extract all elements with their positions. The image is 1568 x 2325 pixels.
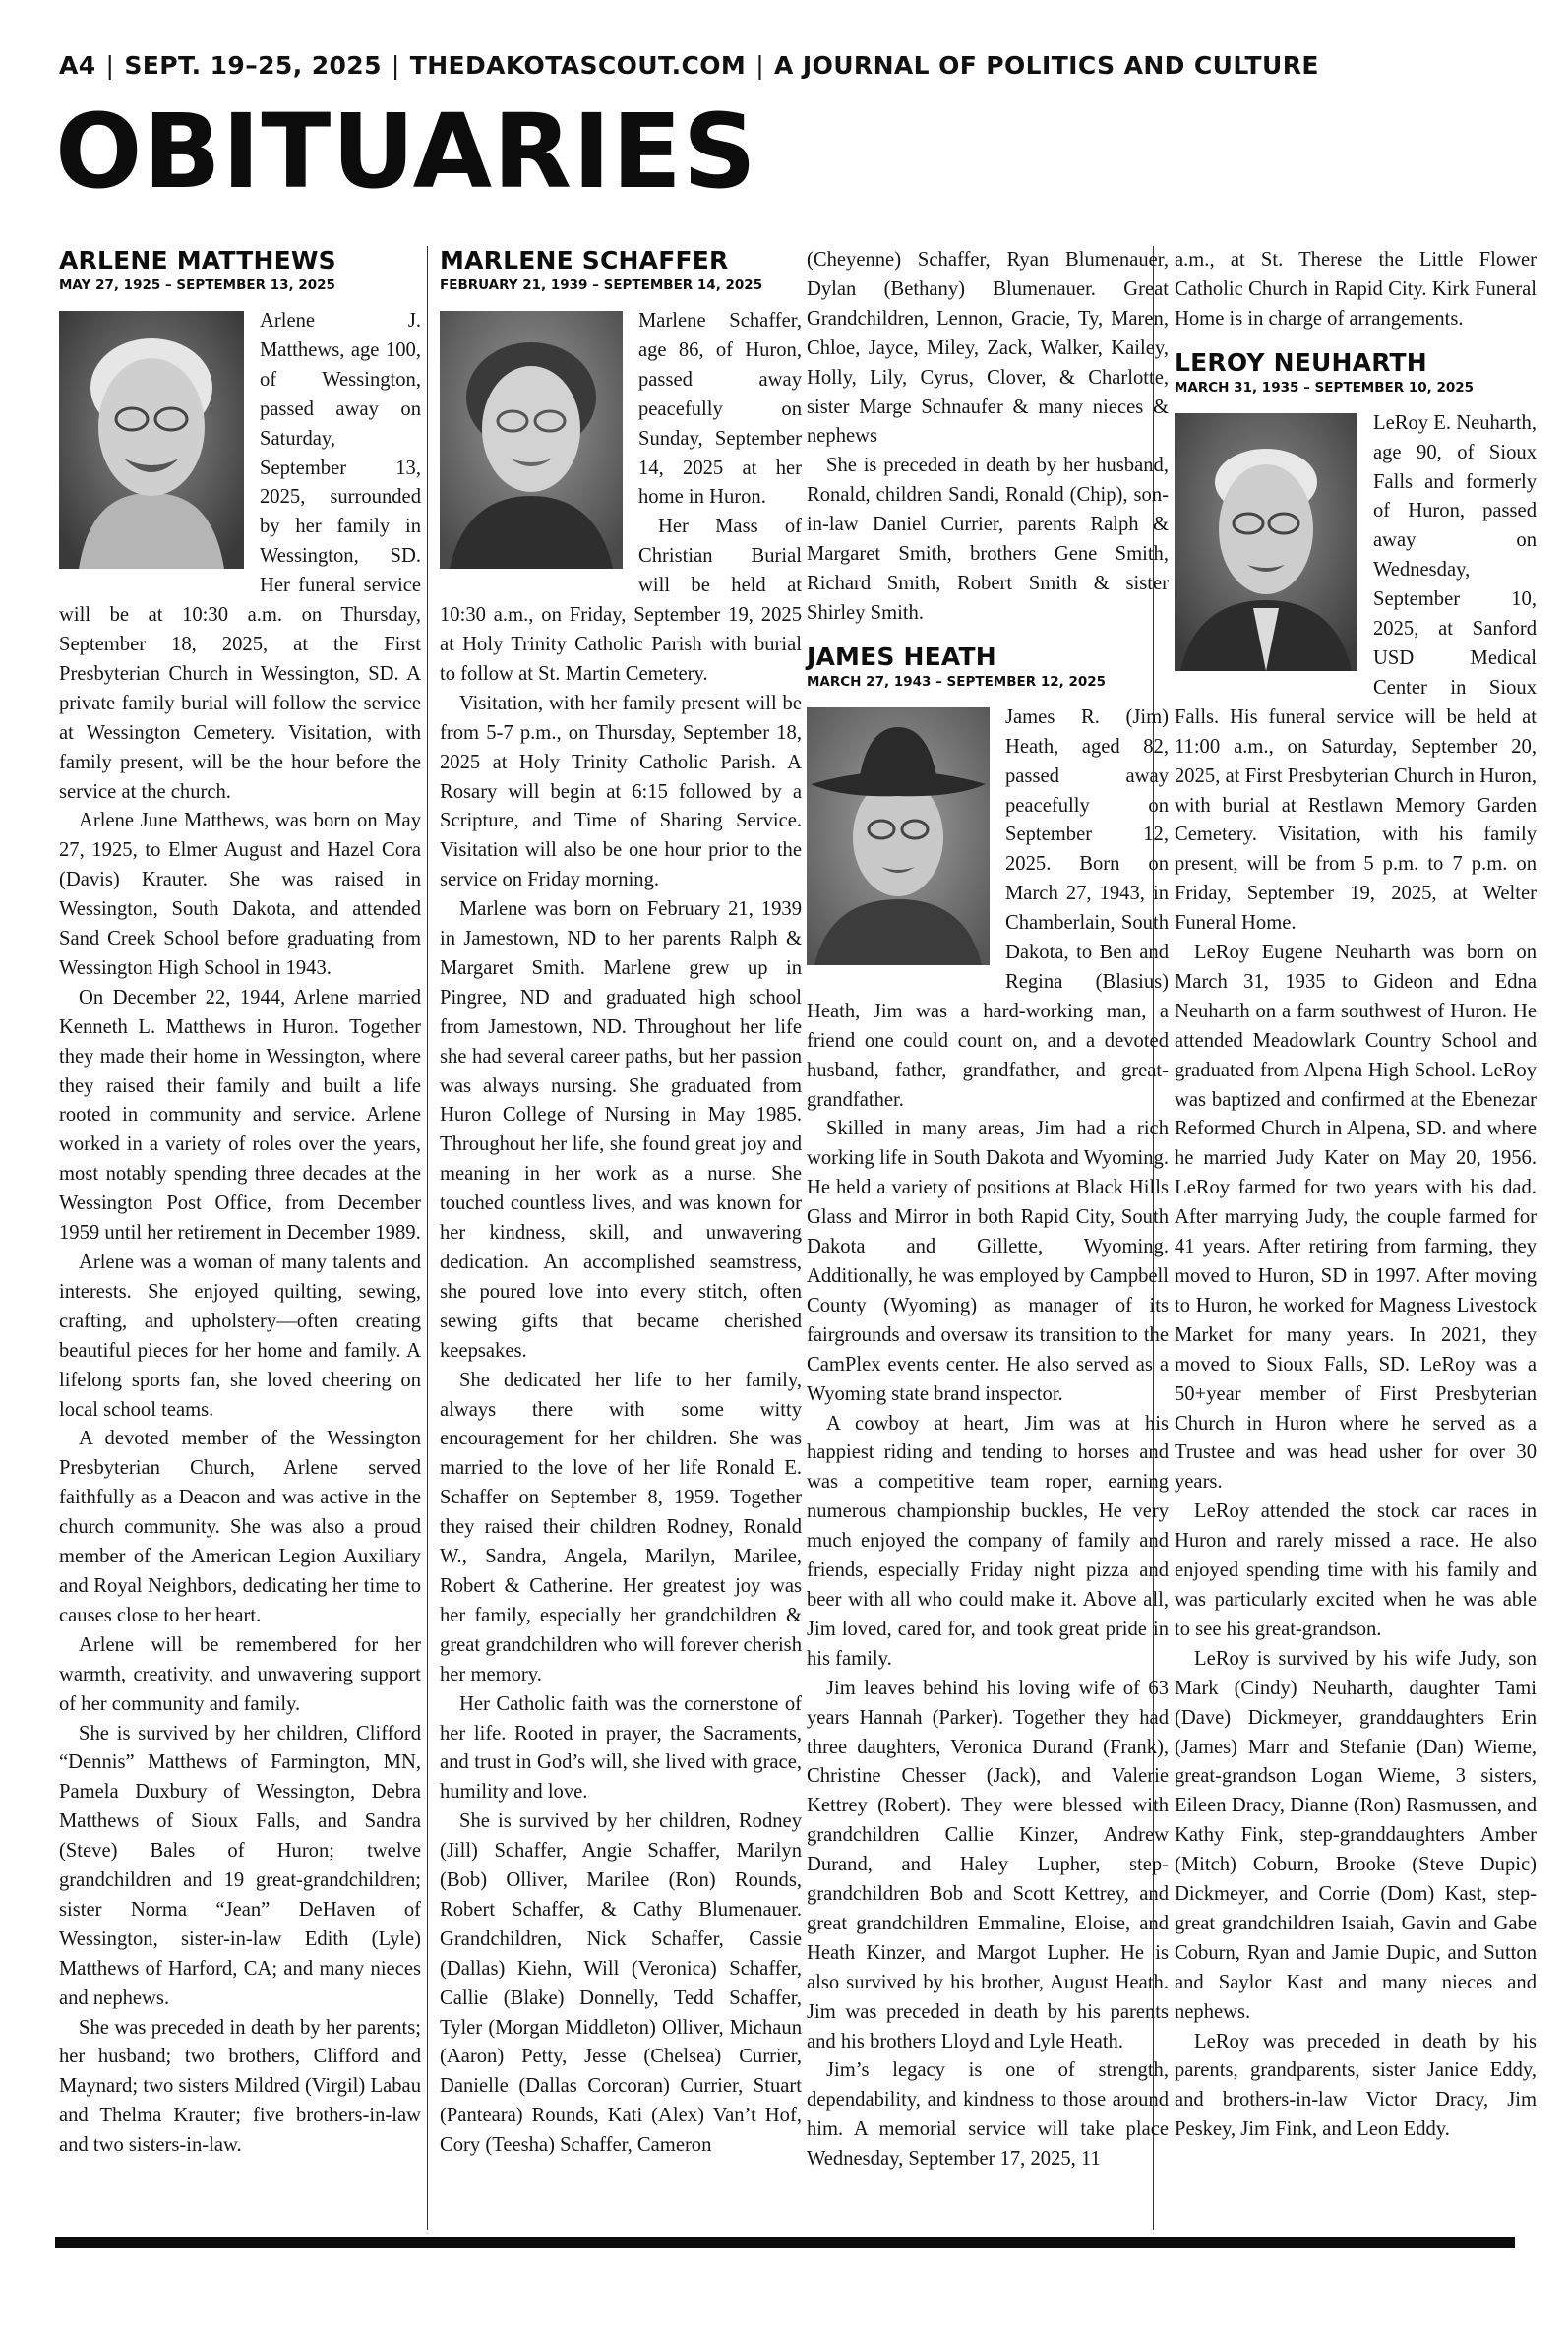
obituary-name: ARLENE MATTHEWS [59,246,336,275]
obituary-paragraph: LeRoy attended the stock car races in Huron and rarely missed a race. He also enjoyed spending time with his family and was particularly excited when he was able to see his great-grandson. [1175,1500,1537,1640]
obituary-paragraph: She is survived by her children, Clifford “Dennis” Matthews of Farmington, MN, Pamela Duxbury of Wessington, Debra Matthews of Sioux Falls, and Sandra (Steve) Bales of Huron; twelve grandchildren and 19 great-grandchildren; sister Norma “Jean” DeHaven of Wessington, sister-in-law Edith (Lyle) Matthews of Harford, CA; and many nieces and nephews. [59,1722,421,2009]
issue-date: SEPT. 19–25, 2025 [124,51,382,80]
obituary-paragraph: Skilled in many areas, Jim had a rich working life in South Dakota and Wyoming. He held a variety of positions at Black Hills Glass and Mirror in both Rapid City, South Dakota and Gillette, Wyoming. Additionally, he was employed by Campbell County (Wyoming) as manager of its fairgrounds and oversaw its transition to the CamPlex events center. He also served as a Wyoming state brand inspector. [807,1118,1169,1405]
header-separator: | [755,51,765,80]
portrait-marlene-schaffer [440,311,623,569]
obituary-name: JAMES HEATH [807,642,996,671]
section-title: OBITUARIES [55,92,757,212]
obituary-paragraph-continued: a.m., at St. Therese the Little Flower Catholic Church in Rapid City. Kirk Funeral Home is in charge of arrangements. [1175,249,1537,330]
tagline: A JOURNAL OF POLITICS AND CULTURE [774,51,1319,80]
column-3 [807,246,1169,2174]
header-separator: | [105,51,115,80]
obituary-paragraph: Jim leaves behind his loving wife of 63 years Hannah (Parker). Together they had three daughters, Veronica Durand (Frank), Christine Chesser (Jack), and Valerie Kettrey (Robert). They were blessed with grandchildren Callie Kinzer, Andrew Durand, and Haley Lupher, step-grandchildren Bob and Scott Kettrey, and great grandchildren Emmaline, Eloise, and Heath Kinzer, and Margot Lupher. He is also survived by his brother, August Heath. Jim was preceded in death by his parents and his brothers Lloyd and Lyle Heath. [807,1677,1169,2052]
obituary-paragraph: Jim’s legacy is one of strength, dependability, and kindness to those around him. A memorial service will take place Wednesday, September 17, 2025, 11 [807,2059,1169,2171]
obituary-paragraph: Marlene was born on February 21, 1939 in Jamestown, ND to her parents Ralph & Margaret Smith. Marlene grew up in Pingree, ND and graduated high school from Jamestown, ND. Throughout her life she had several career paths, but her passion was always nursing. She graduated from Huron College of Nursing in May 1985. Throughout her life, she found great joy and meaning in her work as a nurse. She touched countless lives, and was known for her kindness, skill, and unwavering dedication. An accomplished seamstress, she poured love into every stitch, often sewing gifts that became cherished keepsakes. [440,898,802,1362]
obituary-dates: MARCH 31, 1935 – SEPTEMBER 10, 2025 [1175,379,1475,396]
obituary-paragraph: Arlene was a woman of many talents and interests. She enjoyed quilting, sewing, crafting, and upholstery—often creating beautiful pieces for her home and family. A lifelong sports fan, she loved cheering on local school teams. [59,1252,421,1421]
obituary-paragraph: She is survived by her children, Rodney (Jill) Schaffer, Angie Schaffer, Marilyn (Bob) Olliver, Marilee (Ron) Rounds, Robert Schaffer, & Cathy Blumenauer. Grandchildren, Nick Schaffer, Cassie (Dallas) Kiehn, Will (Veronica) Schaffer, Callie (Blake) Donnelly, Tedd Schaffer, Tyler (Morgan Middleton) Olliver, Michaun (Aaron) Petty, Jesse (Chelsea) Currier, Danielle (Dallas Corcoran) Currier, Stuart (Panteara) Rounds, Kati (Alex) Van’t Hof, Cory (Teesha) Schaffer, Cameron [440,1810,802,2157]
obituary-paragraph: Arlene June Matthews, was born on May 27, 1925, to Elmer August and Hazel Cora (Davis) Krauter. She was raised in Wessington, South Dakota, and attended Sand Creek School before graduating from Wessington High School in 1943. [59,810,421,979]
obituary-paragraph: She dedicated her life to her family, always there with some witty encouragement for her children. She was married to the love of her life Ronald E. Schaffer on September 8, 1959. Together they raised their children Rodney, Ronald W., Sandra, Angela, Marilyn, Marilee, Robert & Catherine. Her greatest joy was her family, especially her grandchildren & great grandchildren who will forever cherish her memory. [440,1369,802,1685]
obituary-paragraph: Arlene J. Matthews, age 100, of Wessington, passed away on Saturday, September 13, 2025, surrounded by her family in Wessington, SD. Her funeral service will be at 10:30 a.m. on Thursday, September 18, 2025, at the First Presbyterian Church in Wessington, SD. A private family burial will follow the service at Wessington Cemetery. Visitation, with family present, will be the hour before the service at the church. [59,310,421,803]
obituary-paragraph: Arlene will be remembered for her warmth, creativity, and unwavering support of her community and family. [59,1633,421,1715]
obituary-dates: MARCH 27, 1943 – SEPTEMBER 12, 2025 [807,673,1107,690]
portrait-photo [59,311,244,569]
portrait-james-heath [807,707,990,965]
obituary-james-heath [807,642,1169,2174]
obituary-paragraph: Marlene Schaffer, age 86, of Huron, passed away peacefully on Sunday, September 14, 2025 at her home in Huron. [638,310,802,509]
footer-rule [55,2237,1515,2248]
obituary-paragraph-continued: (Cheyenne) Schaffer, Ryan Blumenauer, Dylan (Bethany) Blumenauer. Great Grandchildren, Lennon, Gracie, Ty, Maren, Chloe, Jayce, Miley, Zack, Walker, Kailey, Holly, Lily, Cyrus, Clover, & Charlotte, sister Marge Schnaufer & many nieces & nephews [807,249,1169,448]
portrait-photo [440,311,623,569]
obituary-paragraph: LeRoy was preceded in death by his parents, grandparents, sister Janice Eddy, and brothers-in-law Victor Dracy, Jim Peskey, Jim Fink, and Leon Eddy. [1175,2030,1537,2141]
obituary-paragraph: LeRoy E. Neuharth, age 90, of Sioux Falls and formerly of Huron, passed away on Wednesday, September 10, 2025, at Sanford USD Medical Center in Sioux Falls. His funeral service will be held at 11:00 a.m., on Saturday, September 20, 2025, at First Presbyterian Church in Huron, with burial at Restlawn Memory Garden Cemetery. Visitation, with his family present, will be from 5 p.m. to 7 p.m. on Friday, September 19, 2025, at Welter Funeral Home. [1175,411,1537,935]
page-number: A4 [59,51,96,80]
obituary-paragraph: She was preceded in death by her parents; her husband; two brothers, Clifford and Maynard; two sisters Mildred (Virgil) Labau and Thelma Krauter; five brothers-in-law and two sisters-in-law. [59,2016,421,2157]
page-header [59,51,1319,80]
obituary-leroy-neuharth [1175,348,1537,2145]
obituary-dates: FEBRUARY 21, 1939 – SEPTEMBER 14, 2025 [440,277,763,293]
obituary-paragraph: Visitation, with her family present will be from 5-7 p.m., on Thursday, September 18, 2025 at Holy Trinity Catholic Parish. A Rosary will begin at 6:15 followed by a Scripture, and Time of Sharing Service. Visitation will also be one hour prior to the service on Friday morning. [440,692,802,891]
obituary-marlene-schaffer [440,246,802,2161]
column-divider [427,246,428,2230]
header-separator: | [391,51,400,80]
portrait-arlene-matthews [59,311,244,569]
obituary-paragraph: James R. (Jim) Heath, aged 82, passed away peacefully on September 12, 2025. Born on March 27, 1943, in Chamberlain, South Dakota, to Ben and Regina (Blasius) Heath, Jim was a hard-working man, a friend one could count on, and a devoted husband, father, grandfather, and great-grandfather. [807,705,1169,1111]
obituary-paragraph: A devoted member of the Wessington Presbyterian Church, Arlene served faithfully as a Deacon and was active in the church community. She was also a proud member of the American Legion Auxiliary and Royal Neighbors, dedicating her time to causes close to her heart. [59,1428,421,1626]
obituary-name: LEROY NEUHARTH [1175,347,1427,377]
portrait-photo [1175,413,1357,671]
obituary-paragraph: On December 22, 1944, Arlene married Kenneth L. Matthews in Huron. Together they made their home in Wessington, where they raised their family and built a life rooted in community and service. Arlene worked in a variety of roles over the years, most notably spending three decades at the Wessington Post Office, from December 1959 until her retirement in December 1989. [59,986,421,1245]
obituary-name: MARLENE SCHAFFER [440,246,729,275]
obituary-paragraph: A cowboy at heart, Jim was at his happiest riding and tending to horses and was a competitive team roper, earning numerous championship buckles, He very much enjoyed the company of family and friends, especially Friday night pizza and beer with all who could make it. Above all, Jim loved, cared for, and took great pride in his family. [807,1412,1169,1670]
column-4 [1175,246,1537,2145]
obituary-paragraph: LeRoy Eugene Neuharth was born on March 31, 1935 to Gideon and Edna Neuharth on a farm southwest of Huron. He attended Meadowlark Country School and graduated from Alpena High School. LeRoy was baptized and confirmed at the Ebenezar Reformed Church in Alpena, SD. and where he married Judy Kater on May 20, 1956. LeRoy farmed for two years with his dad. After marrying Judy, the couple farmed for 41 years. After retiring from farming, they moved to Huron, SD in 1997. After moving to Huron, he worked for Magness Livestock Market for many years. In 2021, they moved to Sioux Falls, SD. LeRoy was a 50+year member of First Presbyterian Church in Huron where he served as a Trustee and was head usher for over 30 years. [1175,942,1537,1494]
obituary-paragraph: Her Mass of Christian Burial will be held at 10:30 a.m., on Friday, September 19, 2025 at Holy Trinity Catholic Parish with burial to follow at St. Martin Cemetery. [440,516,802,685]
obituary-paragraph: LeRoy is survived by his wife Judy, son Mark (Cindy) Neuharth, daughter Tami (Dave) Dickmeyer, granddaughters Erin (James) Marr and Stefanie (Dan) Wieme, great-grandson Logan Wieme, 3 sisters, Eileen Dracy, Dianne (Ron) Rasmussen, and Kathy Fink, step-granddaughters Amber (Mitch) Coburn, Brooke (Steve Dupic) Dickmeyer, and Corrie (Dom) Kast, step-great grandchildren Isaiah, Gavin and Gabe Coburn, Ryan and Jamie Dupic, and Sutton and Saylor Kast and many nieces and nephews. [1175,1647,1537,2023]
obituary-arlene-matthews [59,246,421,2161]
portrait-leroy-neuharth [1175,413,1357,671]
site-url[interactable]: THEDAKOTASCOUT.COM [409,51,747,80]
obituary-paragraph: She is preceded in death by her husband, Ronald, children Sandi, Ronald (Chip), son-in-law Daniel Currier, parents Ralph & Margaret Smith, brothers Gene Smith, Richard Smith, Robert Smith & sister Shirley Smith. [807,455,1169,624]
obituary-dates: MAY 27, 1925 – SEPTEMBER 13, 2025 [59,277,335,293]
obituary-paragraph: Her Catholic faith was the cornerstone of her life. Rooted in prayer, the Sacraments, and trust in God’s will, she lived with grace, humility and love. [440,1692,802,1804]
portrait-photo [807,707,990,965]
